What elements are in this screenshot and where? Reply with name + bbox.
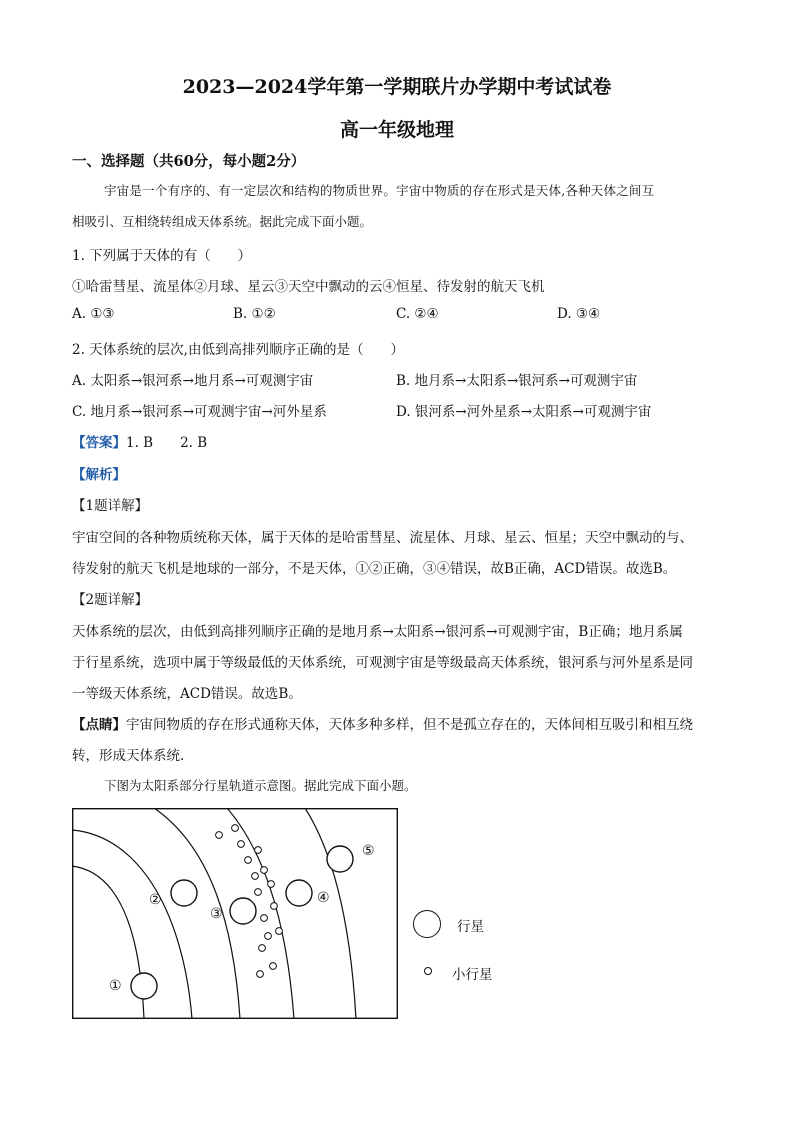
asteroid — [261, 867, 268, 874]
detail-1-label: 【1题详解】 — [72, 498, 149, 514]
planet-label-1: ① — [109, 978, 122, 994]
question-1-option[interactable]: D. ③④ — [557, 306, 601, 322]
legend-asteroid-label: 小行星 — [452, 967, 493, 983]
orbit-5 — [305, 808, 356, 1019]
asteroid — [265, 933, 272, 940]
question-1-stem: 1. 下列属于天体的有（ ） — [72, 248, 252, 264]
asteroid — [245, 857, 252, 864]
question-2-option[interactable]: D. 银河系→河外星系→太阳系→可观测宇宙 — [396, 404, 652, 420]
question-2-option[interactable]: A. 太阳系→银河系→地月系→可观测宇宙 — [72, 373, 314, 389]
planet-label-4: ④ — [317, 890, 330, 906]
detail-2-label: 【2题详解】 — [72, 592, 149, 608]
asteroid — [216, 832, 223, 839]
legend-planet-label: 行星 — [457, 919, 484, 935]
question-2-option[interactable]: C. 地月系→银河系→可观测宇宙→河外星系 — [72, 404, 327, 420]
page-subtitle: 高一年级地理 — [339, 119, 454, 141]
legend-planet-icon — [413, 910, 441, 938]
asteroid — [270, 963, 277, 970]
question-1-items: ①哈雷彗星、流星体②月球、星云③天空中飘动的云④恒星、待发射的航天飞机 — [72, 279, 545, 295]
legend-asteroid-icon — [424, 967, 432, 975]
detail-2-text: 天体系统的层次，由低到高排列顺序正确的是地月系→太阳系→银河系→可观测宇宙，B正确；地月系属 — [72, 624, 683, 640]
question-2-stem: 2. 天体系统的层次,由低到高排列顺序正确的是（ ） — [72, 342, 404, 358]
planet-4 — [286, 880, 312, 906]
orbit-1 — [72, 866, 144, 1019]
asteroid — [261, 915, 268, 922]
tip-text: 转，形成天体系统. — [72, 748, 185, 764]
planet-2 — [171, 880, 197, 906]
asteroid — [271, 903, 278, 910]
asteroid — [268, 881, 275, 888]
asteroid — [238, 841, 245, 848]
asteroid — [255, 889, 262, 896]
intro-text-line: 宇宙是一个有序的、有一定层次和结构的物质世界。宇宙中物质的存在形式是天体,各种天体之间互 — [104, 183, 655, 198]
intro-text-line: 相吸引、互相绕转组成天体系统。据此完成下面小题。 — [72, 214, 373, 229]
asteroid — [252, 873, 259, 880]
planet-1 — [131, 973, 157, 999]
asteroid — [232, 825, 239, 832]
asteroid — [257, 971, 264, 978]
planet-label-5: ⑤ — [362, 843, 375, 859]
figure-intro: 下图为太阳系部分行星轨道示意图。据此完成下面小题。 — [104, 778, 417, 793]
planet-label-2: ② — [149, 892, 162, 908]
tip-line — [72, 713, 693, 733]
planet-5 — [327, 846, 353, 872]
section-heading: 一、选择题（共60分，每小题2分） — [72, 153, 306, 170]
question-1-option[interactable]: B. ①② — [233, 306, 276, 322]
detail-1-text: 待发射的航天飞机是地球的一部分，不是天体，①②正确，③④错误，故B正确，ACD错误。故选B。 — [72, 561, 677, 577]
asteroid — [255, 847, 262, 854]
detail-2-text: 于行星系统，选项中属于等级最低的天体系统，可观测宇宙是等级最高天体系统，银河系与河外星系是同 — [72, 655, 693, 671]
detail-2-text: 一等级天体系统，ACD错误。故选B。 — [72, 686, 302, 702]
answer-line — [72, 431, 207, 451]
page-title: 2023—2024学年第一学期联片办学期中考试试卷 — [182, 76, 612, 98]
asteroid — [276, 928, 283, 935]
planet-3 — [230, 898, 256, 924]
tip-text: 宇宙间物质的存在形式通称天体，天体多种多样，但不是孤立存在的，天体间相互吸引和相互绕 — [126, 717, 693, 733]
question-2-option[interactable]: B. 地月系→太阳系→银河系→可观测宇宙 — [396, 373, 638, 389]
answer-label: 【答案】 — [72, 435, 126, 451]
answer-text: 1. B 2. B — [126, 435, 208, 451]
question-1-option[interactable]: C. ②④ — [396, 306, 439, 322]
asteroid — [259, 945, 266, 952]
planet-orbit-diagram — [72, 808, 398, 1019]
question-1-option[interactable]: A. ①③ — [72, 306, 115, 322]
analysis-label: 【解析】 — [72, 467, 126, 483]
planet-label-3: ③ — [210, 906, 223, 922]
orbit-3 — [154, 808, 240, 1019]
detail-1-text: 宇宙空间的各种物质统称天体，属于天体的是哈雷彗星、流星体、月球、星云、恒星；天空中飘动的与、 — [72, 530, 693, 546]
tip-label: 【点睛】 — [72, 717, 126, 733]
